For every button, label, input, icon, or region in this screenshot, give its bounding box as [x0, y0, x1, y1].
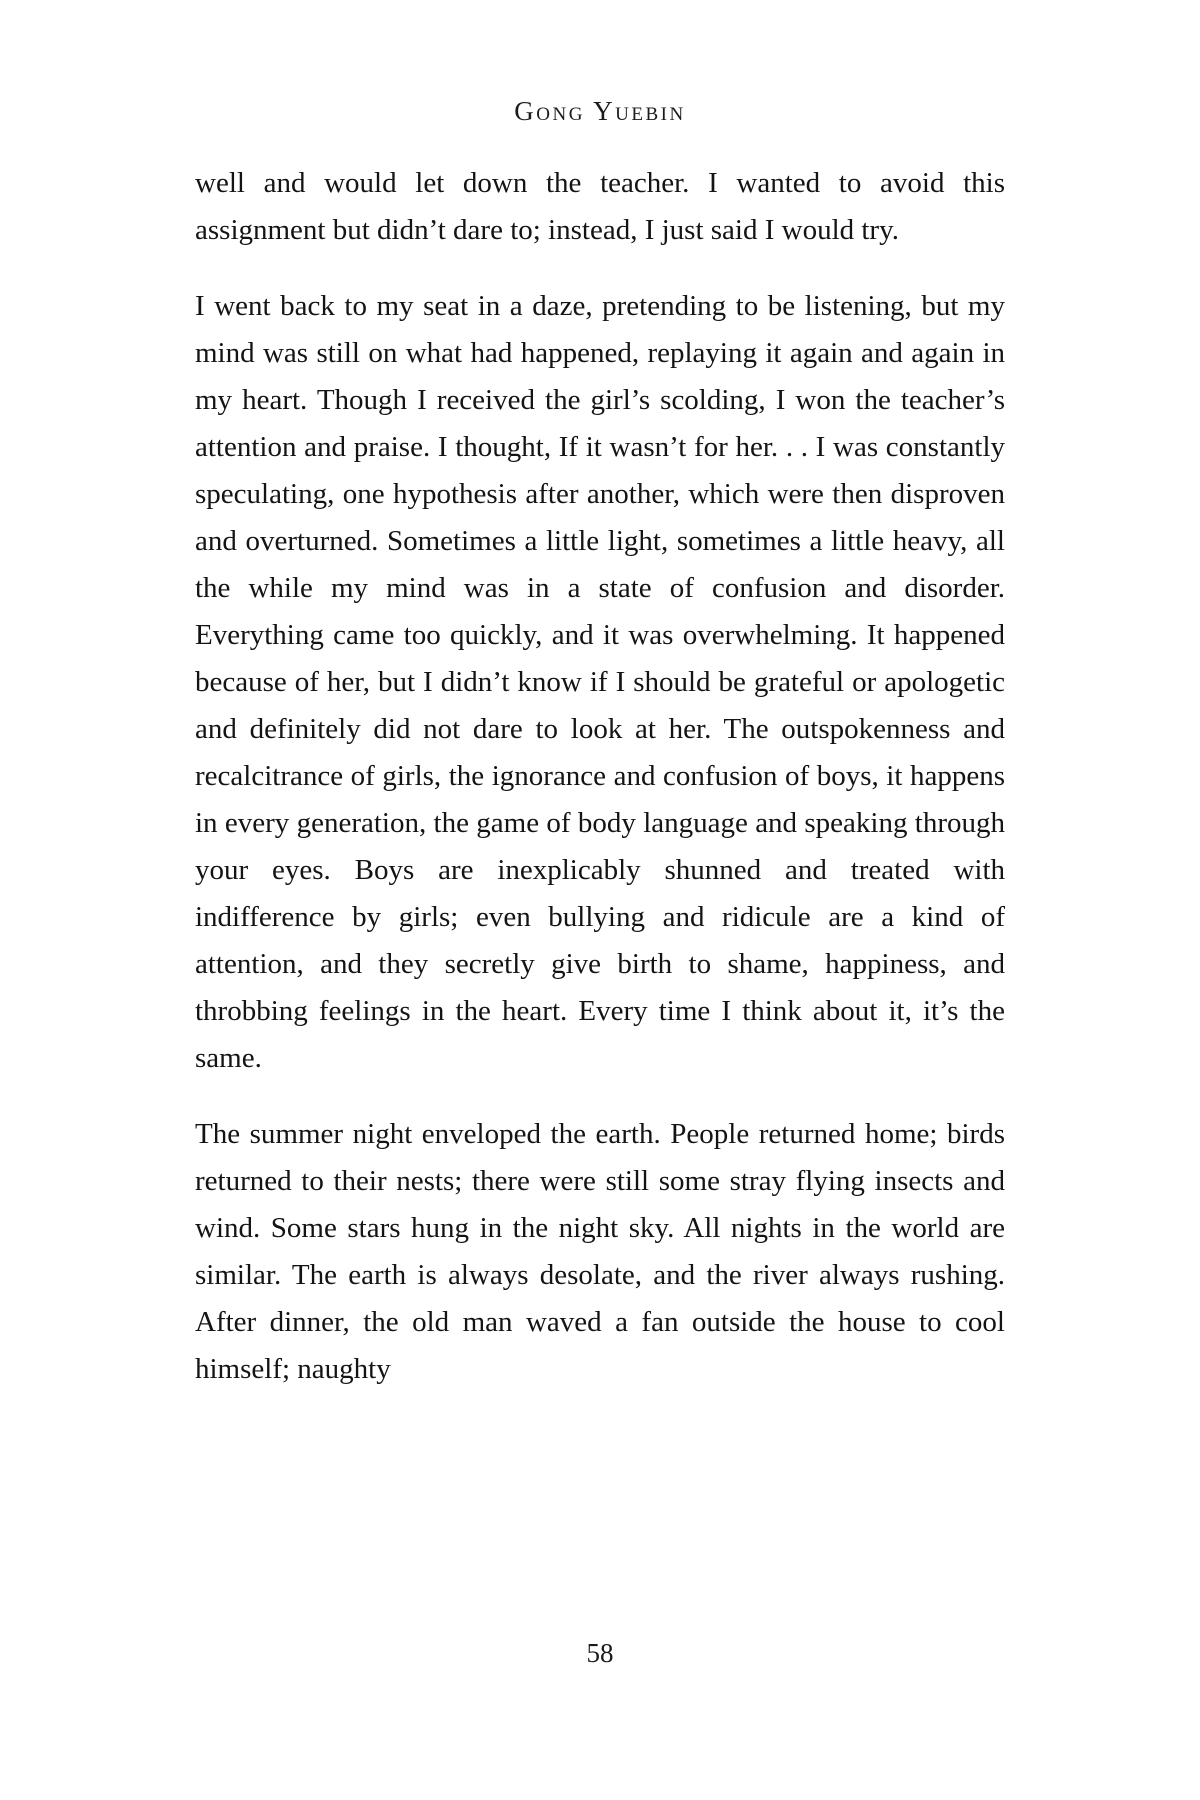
paragraph: The summer night enveloped the earth. People returned home; birds returned to their nests; there were still some stray flying insects and wind. Some stars hung in the night sky. All nights in the world are similar. The earth is always desolate, and the river always rushing. After dinner, the old man waved a fan outside the house to cool himself; naughty [195, 1118, 1005, 1385]
paragraph: I went back to my seat in a daze, pretending to be listening, but my mind was still on what had happened, replaying it again and again in my heart. Though I received the girl’s scolding, I won the teacher’s attention and praise. I thought, If it wasn’t for her. . . I was constantly speculating, one hypothesis after another, which were then disproven and overturned. Sometimes a little light, sometimes a little heavy, all the while my mind was in a state of confusion and disorder. Everything came too quickly, and it was overwhelming. It happened because of her, but I didn’t know if I should be grateful or apologetic and definitely did not dare to look at her. The outspokenness and recalcitrance of girls, the ignorance and confusion of boys, it happens in every generation, the game of body language and speaking through your eyes. Boys are inexplicably shunned and treated with indifference by girls; even bullying and ridicule are a kind of attention, and they secretly give birth to shame, happiness, and throbbing feelings in the heart. Every time I think about it, it’s the same. [195, 290, 1005, 1074]
running-head: Gong Yuebin [514, 96, 686, 126]
page-body [195, 160, 1005, 1393]
paragraph-continuation: well and would let down the teacher. I wanted to avoid this assignment but didn’t dare to; instead, I just said I would try. [195, 167, 1005, 246]
page-number: 58 [586, 1638, 614, 1668]
